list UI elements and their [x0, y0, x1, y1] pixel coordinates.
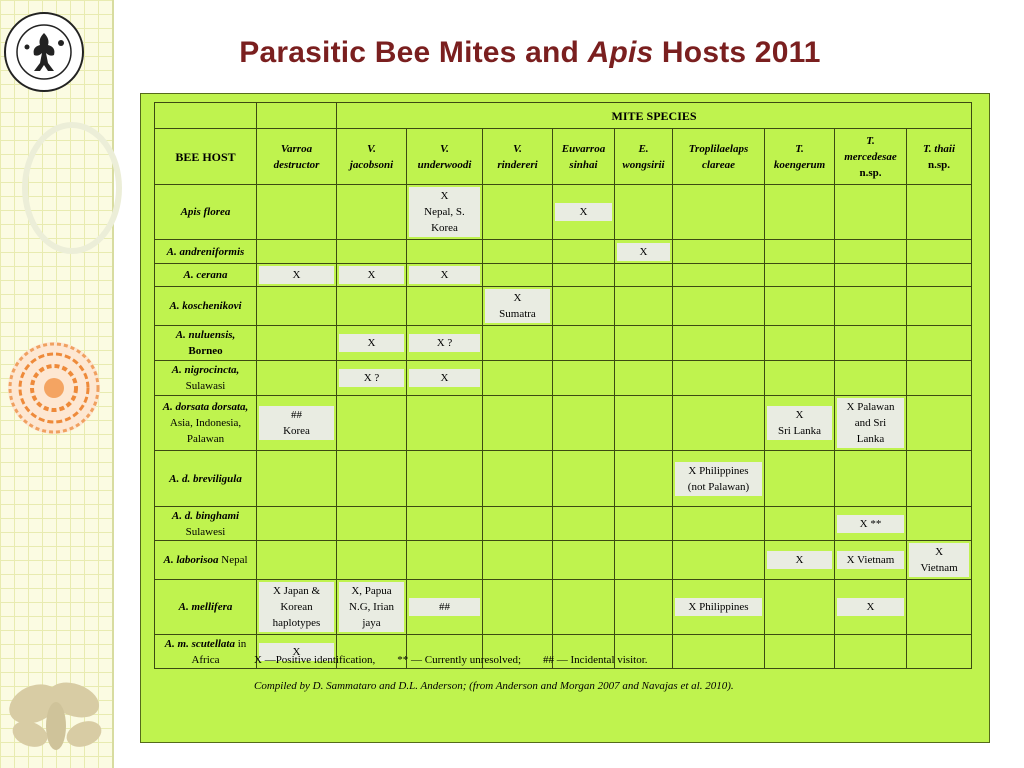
table-cell	[673, 264, 765, 287]
bee-host-region: Africa	[191, 653, 220, 666]
species-name-part: underwoodi	[417, 158, 472, 171]
table-cell	[337, 240, 407, 264]
mite-record: X	[617, 243, 670, 261]
table-cell	[765, 264, 835, 287]
table-cell	[483, 185, 553, 240]
table-cell	[765, 580, 835, 635]
legend-text: X —Positive identification, ** — Currently unresolved; ## — Incidental visitor.	[254, 654, 648, 666]
table-cell	[765, 507, 835, 541]
mite-record: X **	[837, 515, 904, 533]
table-cell	[257, 240, 337, 264]
credit-text: Compiled by D. Sammataro and D.L. Anderson; (from Anderson and Morgan 2007 and Navajas et al. 2010).	[254, 680, 734, 692]
table-cell	[407, 185, 483, 240]
species-header-cell	[907, 129, 972, 185]
bee-host-name: A. m. scutellata	[164, 637, 235, 650]
table-cell	[257, 185, 337, 240]
decorative-mandala	[6, 340, 102, 436]
table-cell	[553, 240, 615, 264]
table-cell	[337, 287, 407, 326]
table-cell	[615, 185, 673, 240]
bee-host-region: Sulawesi	[185, 525, 226, 538]
species-name-part: n.sp.	[859, 166, 882, 179]
table-cell	[673, 635, 765, 669]
species-name-part: n.sp.	[928, 158, 951, 171]
table-row	[155, 396, 972, 451]
mite-record: X	[837, 598, 904, 616]
bee-host-cell	[155, 507, 257, 541]
table-cell	[765, 287, 835, 326]
table-cell	[673, 361, 765, 396]
table-cell	[615, 326, 673, 361]
table-cell	[835, 185, 907, 240]
species-header-cell	[337, 129, 407, 185]
table-cell	[407, 507, 483, 541]
table-cell	[835, 240, 907, 264]
table-cell	[673, 451, 765, 507]
table-cell	[553, 507, 615, 541]
bee-host-cell	[155, 635, 257, 669]
table-cell	[615, 451, 673, 507]
table-cell	[553, 541, 615, 580]
bee-host-cell	[155, 326, 257, 361]
table-cell	[765, 185, 835, 240]
bee-host-region: Asia, Indonesia, Palawan	[169, 417, 242, 445]
table-cell	[835, 264, 907, 287]
table-cell	[835, 287, 907, 326]
empty-header-cell	[257, 103, 337, 129]
table-row	[155, 287, 972, 326]
table-cell	[835, 361, 907, 396]
table-cell	[907, 396, 972, 451]
table-cell	[907, 541, 972, 580]
decorative-bee-silhouette	[4, 670, 108, 760]
table-cell	[337, 396, 407, 451]
table-row	[155, 580, 972, 635]
mite-record: X Vietnam	[909, 543, 969, 577]
table-cell	[673, 580, 765, 635]
table-cell	[483, 541, 553, 580]
species-name-part: Varroa	[280, 142, 313, 155]
page-title: Parasitic Bee Mites and Apis Hosts 2011	[239, 36, 821, 69]
table-cell	[483, 451, 553, 507]
table-cell	[835, 635, 907, 669]
mite-record: X	[767, 551, 832, 569]
side-strip-edge	[112, 0, 114, 768]
table-cell	[553, 451, 615, 507]
table-cell	[673, 287, 765, 326]
table-cell	[907, 361, 972, 396]
mite-record: X Vietnam	[837, 551, 904, 569]
table-cell	[673, 240, 765, 264]
bee-host-name: A. nigrocincta,	[171, 364, 240, 376]
table-cell	[483, 326, 553, 361]
table-cell	[257, 287, 337, 326]
species-name-part: V.	[440, 142, 449, 155]
table-cell	[673, 185, 765, 240]
table-cell	[835, 580, 907, 635]
table-cell	[615, 287, 673, 326]
species-header-cell	[553, 129, 615, 185]
mite-record: X	[339, 266, 404, 284]
table-row	[155, 185, 972, 240]
mite-record: X Palawan and Sri Lanka	[837, 398, 904, 448]
table-cell	[553, 264, 615, 287]
species-name-part: clareae	[702, 158, 735, 171]
table-cell	[907, 507, 972, 541]
mite-record: X	[259, 643, 334, 661]
bee-host-region: Borneo	[188, 345, 223, 357]
bee-host-name: A. koschenikovi	[169, 300, 242, 312]
table-cell	[765, 635, 835, 669]
mite-record: ##	[409, 598, 480, 616]
bee-host-name: A. andreniformis	[166, 245, 245, 258]
mite-record: X Japan & Korean haplotypes	[259, 582, 334, 632]
table-cell	[407, 326, 483, 361]
table-cell	[835, 396, 907, 451]
table-cell	[407, 361, 483, 396]
bee-host-region: Sulawasi	[185, 380, 226, 392]
table-cell	[257, 580, 337, 635]
table-cell	[483, 287, 553, 326]
bee-host-name: A. mellifera	[178, 601, 233, 613]
mite-record: X ?	[339, 369, 404, 387]
table-cell	[615, 264, 673, 287]
table-cell	[407, 240, 483, 264]
table-cell	[907, 580, 972, 635]
table-cell	[615, 361, 673, 396]
bee-host-cell	[155, 451, 257, 507]
table-cell	[765, 541, 835, 580]
bee-host-cell	[155, 541, 257, 580]
table-cell	[337, 580, 407, 635]
species-header-cell	[835, 129, 907, 185]
bee-host-cell	[155, 287, 257, 326]
table-row	[155, 240, 972, 264]
species-header-cell	[407, 129, 483, 185]
table-cell	[407, 580, 483, 635]
species-name-part: T. thaii	[923, 142, 956, 155]
table-cell	[907, 287, 972, 326]
table-cell	[257, 541, 337, 580]
species-name-part: rindereri	[497, 158, 538, 171]
table-cell	[553, 185, 615, 240]
table-cell	[615, 580, 673, 635]
bee-host-cell	[155, 580, 257, 635]
bee-host-cell	[155, 240, 257, 264]
table-cell	[407, 287, 483, 326]
table-cell	[483, 240, 553, 264]
table-cell	[483, 396, 553, 451]
empty-header-cell	[155, 103, 257, 129]
table-cell	[337, 541, 407, 580]
mite-record: X	[409, 266, 480, 284]
species-name-part: V.	[513, 142, 522, 155]
mite-record: X Philippines	[675, 598, 762, 616]
table-row	[155, 451, 972, 507]
bee-host-name: A. laborisoa	[163, 554, 219, 566]
species-name-part: jacobsoni	[349, 158, 394, 171]
table-cell	[765, 396, 835, 451]
mite-record: X	[339, 334, 404, 352]
table-cell	[553, 580, 615, 635]
table-cell	[407, 451, 483, 507]
table-cell	[673, 507, 765, 541]
table-row	[155, 264, 972, 287]
mite-record: X ?	[409, 334, 480, 352]
table-cell	[483, 580, 553, 635]
species-name-part: koengerum	[773, 158, 826, 171]
species-header-cell	[257, 129, 337, 185]
logo-seal	[3, 3, 85, 101]
table-cell	[907, 264, 972, 287]
species-name-part: T.	[795, 142, 804, 155]
species-name-part: E.	[638, 142, 649, 155]
table-cell	[615, 240, 673, 264]
table-cell	[835, 507, 907, 541]
table-cell	[337, 507, 407, 541]
table-cell	[257, 264, 337, 287]
table-cell	[337, 451, 407, 507]
table-cell	[765, 361, 835, 396]
table-cell	[337, 326, 407, 361]
table-cell	[257, 326, 337, 361]
table-cell	[337, 185, 407, 240]
bee-host-cell	[155, 361, 257, 396]
table-row	[155, 507, 972, 541]
table-cell	[615, 507, 673, 541]
table-cell	[765, 240, 835, 264]
mite-record: X Sumatra	[485, 289, 550, 323]
decorative-ring-top	[22, 122, 122, 254]
table-cell	[257, 396, 337, 451]
bee-host-cell	[155, 264, 257, 287]
table-cell	[483, 361, 553, 396]
mite-record: X Philippines (not Palawan)	[675, 462, 762, 496]
table-cell	[553, 396, 615, 451]
bee-host-name: A. cerana	[183, 269, 228, 281]
mite-record: X	[409, 369, 480, 387]
species-header-cell	[615, 129, 673, 185]
bee-host-suffix: in	[234, 637, 247, 650]
species-header-cell	[765, 129, 835, 185]
table-cell	[765, 451, 835, 507]
mite-record: X	[259, 266, 334, 284]
bee-host-cell	[155, 185, 257, 240]
table-cell	[483, 507, 553, 541]
table-cell	[907, 635, 972, 669]
table-cell	[407, 396, 483, 451]
species-header-cell	[673, 129, 765, 185]
species-name-part: Euvarroa	[561, 142, 606, 155]
table-cell	[907, 451, 972, 507]
table-row	[155, 361, 972, 396]
table-cell	[257, 361, 337, 396]
table-cell	[835, 326, 907, 361]
table-cell	[673, 541, 765, 580]
bee-host-name: A. d. breviligula	[169, 472, 242, 485]
bee-host-name: Apis florea	[180, 206, 231, 218]
mite-host-table	[154, 102, 972, 669]
species-name-part: mercedesae	[844, 150, 897, 163]
table-cell	[907, 240, 972, 264]
table-cell	[907, 326, 972, 361]
table-cell	[765, 326, 835, 361]
table-cell	[257, 451, 337, 507]
table-row	[155, 326, 972, 361]
table-cell	[907, 185, 972, 240]
table-cell	[337, 361, 407, 396]
species-name-part: V.	[367, 142, 376, 155]
table-cell	[553, 361, 615, 396]
mite-record: X Sri Lanka	[767, 406, 832, 440]
species-name-part: destructor	[273, 158, 320, 171]
title-italic-genus: Apis	[587, 36, 654, 69]
table-cell	[553, 326, 615, 361]
mite-species-header: MITE SPECIES	[337, 103, 972, 129]
mite-record: X Nepal, S. Korea	[409, 187, 480, 237]
table-row	[155, 541, 972, 580]
species-name-part: wongsirii	[622, 158, 665, 171]
table-header-row-2	[155, 129, 972, 185]
table-header-row-1	[155, 103, 972, 129]
species-name-part: Troplilaelaps	[688, 142, 749, 155]
species-name-part: T.	[866, 134, 875, 147]
table-cell	[835, 451, 907, 507]
bee-host-suffix: Nepal	[218, 554, 248, 566]
bee-host-cell	[155, 396, 257, 451]
table-cell	[673, 326, 765, 361]
species-header-cell	[483, 129, 553, 185]
table-cell	[673, 396, 765, 451]
mite-record: ## Korea	[259, 406, 334, 440]
mite-record: X	[555, 203, 612, 221]
species-name-part: sinhai	[569, 158, 598, 171]
table-cell	[407, 541, 483, 580]
table-cell	[615, 396, 673, 451]
table-cell	[615, 541, 673, 580]
table-cell	[483, 264, 553, 287]
bee-host-header: BEE HOST	[155, 129, 257, 185]
table-cell	[257, 507, 337, 541]
bee-host-name: A. d. binghami	[171, 509, 240, 522]
table-cell	[407, 264, 483, 287]
table-cell	[553, 287, 615, 326]
table-cell	[835, 541, 907, 580]
bee-host-name: A. nuluensis,	[175, 329, 236, 341]
bee-host-name: A. dorsata dorsata,	[162, 401, 249, 413]
mite-record: X, Papua N.G, Irian jaya	[339, 582, 404, 632]
table-cell	[337, 264, 407, 287]
